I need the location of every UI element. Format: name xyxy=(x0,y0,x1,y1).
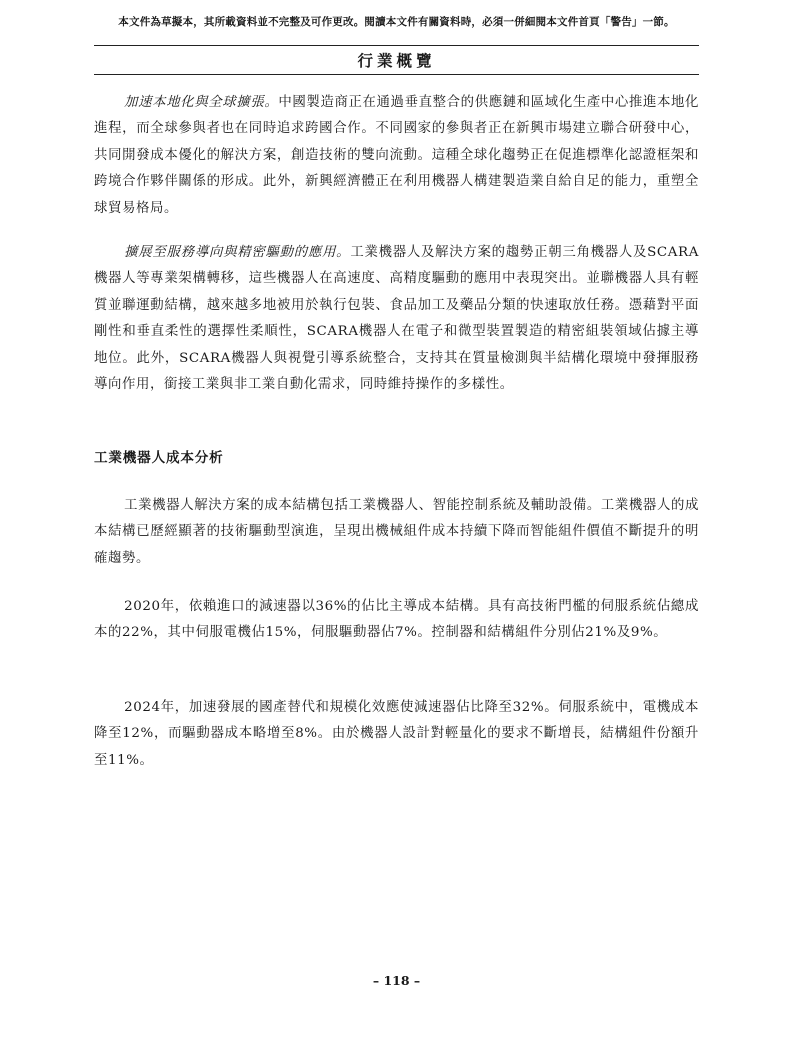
draft-warning: 本文件為草擬本，其所載資料並不完整及可作更改。閱讀本文件有關資料時，必須一併細閱本文件首頁「警告」一節。 xyxy=(118,16,675,28)
page-number: – 118 – xyxy=(372,973,421,988)
paragraph-text: 中國製造商正在通過垂直整合的供應鏈和區域化生產中心推進本地化進程，而全球參與者也在同時追求跨國合作。不同國家的參與者正在新興市場建立聯合研發中心，共同開發成本優化的解決方案，創造技術的雙向流動。這種全球化趨勢正在促進標準化認證框架和跨境合作夥伴關係的形成。此外，新興經濟體正在利用機器人構建製造業自給自足的能力，重塑全球貿易格局。 xyxy=(94,95,700,216)
header-rule-bottom xyxy=(94,74,699,75)
paragraph-text: 工業機器人及解決方案的趨勢正朝三角機器人及SCARA機器人等專業架構轉移，這些機器人在高速度、高精度驅動的應用中表現突出。並聯機器人具有輕質並聯運動結構，越來越多地被用於執行包裝、食品加工及藥品分類的快速取放任務。憑藉對平面剛性和垂直柔性的選擇性柔順性，SCARA機器人在電子和微型裝置製造的精密組裝領域佔據主導地位。此外，SCARA機器人與視覺引導系統整合，支持其在質量檢測與半結構化環境中發揮服務導向作用，銜接工業與非工業自動化需求，同時維持操作的多樣性。 xyxy=(94,245,699,393)
subheading-cost-analysis: 工業機器人成本分析 xyxy=(94,450,224,466)
paragraph-cost-structure: 工業機器人解決方案的成本結構包括工業機器人、智能控制系統及輔助設備。工業機器人的成本結構已歷經顯著的技術驅動型演進，呈現出機械組件成本持續下降而智能組件價值不斷提升的明確趨勢。 xyxy=(94,498,699,566)
paragraph-2020-costs: 2020年，依賴進口的減速器以36%的佔比主導成本結構。具有高技術門檻的伺服系統佔總成本的22%，其中伺服電機佔15%，伺服驅動器佔7%。控制器和結構組件分別佔21%及9%。 xyxy=(94,599,699,641)
paragraph-lead: 擴展至服務導向與精密驅動的應用。 xyxy=(124,245,351,260)
paragraph-localization xyxy=(94,90,699,222)
section-title: 行業概覽 xyxy=(357,51,436,70)
paragraph-precision-applications xyxy=(94,240,699,398)
header-rule-top xyxy=(94,45,699,46)
paragraph-2024-costs: 2024年，加速發展的國產替代和規模化效應使減速器佔比降至32%。伺服系統中，電機成本降至12%，而驅動器成本略增至8%。由於機器人設計對輕量化的要求不斷增長，結構組件份額升至11%。 xyxy=(94,700,699,768)
paragraph-lead: 加速本地化與全球擴張。 xyxy=(124,95,279,110)
